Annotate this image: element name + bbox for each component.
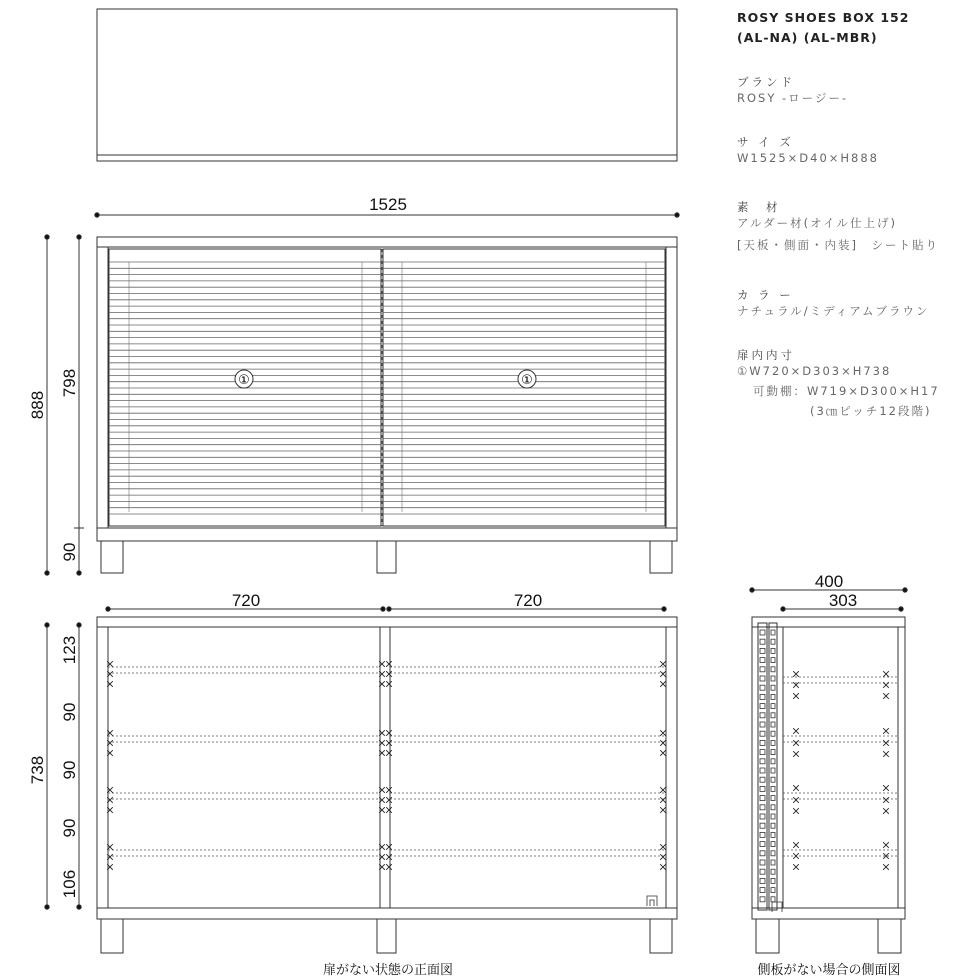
door-marker-right-text: ① — [521, 373, 533, 388]
side-slat — [771, 878, 775, 883]
product-title-line1: ROSY SHOES BOX 152 — [737, 10, 910, 25]
pin-hole — [386, 750, 392, 756]
pin-hole — [660, 681, 666, 687]
pin-hole — [386, 661, 392, 667]
side-pin-hole — [883, 808, 889, 814]
side-slat — [771, 667, 775, 672]
side-pin-hole — [793, 740, 799, 746]
pin-hole — [386, 844, 392, 850]
pin-hole — [660, 854, 666, 860]
side-slat — [760, 786, 765, 791]
pin-hole — [386, 787, 392, 793]
front-view — [45, 213, 679, 575]
inner-size-value-3: (3㎝ピッチ12段階) — [810, 404, 932, 418]
side-slat — [760, 713, 765, 718]
pin-hole — [386, 864, 392, 870]
inner-total-height-label: 738 — [28, 755, 47, 785]
side-view — [750, 588, 907, 953]
side-pin-hole — [793, 751, 799, 757]
inner-front-view — [45, 607, 677, 953]
side-pin-hole — [883, 693, 889, 699]
pin-hole — [660, 864, 666, 870]
side-slat — [771, 842, 775, 847]
inner-width-right-label: 720 — [513, 591, 543, 610]
pin-hole — [660, 844, 666, 850]
inner-gap-3-label: 90 — [60, 818, 79, 838]
inner-gap-2-label: 90 — [60, 760, 79, 780]
front-body-height-label: 798 — [60, 368, 79, 398]
inner-front-caption: 扉がない状態の正面図 — [322, 963, 454, 978]
pin-hole — [660, 661, 666, 667]
inner-size-value-1: ①W720×D303×H738 — [737, 364, 892, 378]
side-slat — [771, 832, 775, 837]
inner-gap-top-label: 123 — [60, 635, 79, 665]
side-slat — [771, 704, 775, 709]
side-pin-hole — [883, 797, 889, 803]
leg-right — [650, 541, 672, 573]
front-leg-height-label: 90 — [60, 542, 79, 562]
side-slat — [771, 869, 775, 874]
side-slat — [760, 648, 765, 653]
side-slat — [771, 694, 775, 699]
pin-hole — [660, 671, 666, 677]
size-label: サ イ ズ — [737, 135, 794, 149]
side-slat — [771, 768, 775, 773]
side-slat — [771, 713, 775, 718]
side-slat — [760, 759, 765, 764]
side-slat — [760, 768, 765, 773]
shelf-pin-holes — [107, 661, 666, 870]
material-value-1: アルダー材(オイル仕上げ) — [737, 216, 897, 230]
side-slat — [760, 851, 765, 856]
side-slat — [760, 630, 765, 635]
side-slat — [771, 814, 775, 819]
side-slat — [771, 851, 775, 856]
leg-left — [101, 541, 123, 573]
side-slat — [760, 869, 765, 874]
side-slat — [760, 888, 765, 893]
side-slat — [771, 888, 775, 893]
pin-hole — [386, 807, 392, 813]
material-value-2: [天板・側面・内装] シート貼り — [737, 238, 939, 252]
door-marker-left-text: ① — [238, 373, 250, 388]
pin-hole — [386, 740, 392, 746]
brand-label: ブランド — [737, 75, 795, 89]
side-pin-hole — [793, 808, 799, 814]
door-louvers — [109, 262, 665, 514]
pin-hole — [660, 787, 666, 793]
inner-gap-1-label: 90 — [60, 702, 79, 722]
side-depth-outer-label: 400 — [814, 572, 844, 591]
side-slat — [771, 639, 775, 644]
side-slat — [771, 658, 775, 663]
brand-value: ROSY -ロージー- — [737, 91, 849, 105]
side-pin-hole — [883, 864, 889, 870]
product-title-line2: (AL-NA) (AL-MBR) — [737, 30, 878, 45]
side-slat — [771, 759, 775, 764]
adjustable-shelves — [108, 667, 666, 856]
pin-hole — [660, 730, 666, 736]
inner-width-left-label: 720 — [231, 591, 261, 610]
side-slat — [771, 786, 775, 791]
top-view — [97, 9, 677, 161]
side-slat — [760, 777, 765, 782]
side-slat — [771, 823, 775, 828]
side-slat — [760, 740, 765, 745]
side-slat — [771, 648, 775, 653]
color-value: ナチュラル/ミディアムブラウン — [737, 304, 930, 318]
side-slat — [760, 694, 765, 699]
side-pin-hole — [793, 728, 799, 734]
side-pin-hole — [883, 740, 889, 746]
side-pin-hole — [883, 728, 889, 734]
side-slat — [760, 860, 765, 865]
side-slat — [760, 676, 765, 681]
side-pin-hole — [793, 853, 799, 859]
side-pin-hole — [793, 842, 799, 848]
spec-panel — [737, 8, 977, 419]
inner-gap-bottom-label: 106 — [60, 869, 79, 899]
side-depth-inner-label: 303 — [828, 591, 858, 610]
side-pin-hole — [793, 797, 799, 803]
side-slat — [760, 750, 765, 755]
side-slat — [771, 722, 775, 727]
side-slat — [771, 731, 775, 736]
side-slat — [760, 658, 765, 663]
side-slat — [760, 842, 765, 847]
side-slat — [760, 722, 765, 727]
side-pin-hole — [793, 785, 799, 791]
side-caption: 側板がない場合の側面図 — [757, 963, 901, 978]
size-value: W1525×D40×H888 — [737, 151, 879, 165]
pin-hole — [660, 740, 666, 746]
pin-hole — [386, 671, 392, 677]
pin-hole — [660, 797, 666, 803]
pin-hole — [386, 730, 392, 736]
inner-size-value-2: 可動棚：W719×D300×H17 — [753, 384, 940, 398]
side-pin-hole — [793, 671, 799, 677]
material-label: 素 材 — [737, 200, 781, 214]
side-slat — [771, 860, 775, 865]
side-slat — [760, 639, 765, 644]
side-pin-hole — [883, 785, 889, 791]
side-slat — [760, 805, 765, 810]
side-slat — [771, 630, 775, 635]
side-slat — [760, 731, 765, 736]
side-slat — [771, 796, 775, 801]
side-slat — [760, 823, 765, 828]
pin-hole — [660, 807, 666, 813]
pin-hole — [386, 854, 392, 860]
side-slat — [771, 897, 775, 902]
side-slat — [760, 832, 765, 837]
side-slat — [760, 796, 765, 801]
side-slat — [771, 777, 775, 782]
side-slat — [771, 750, 775, 755]
side-slat — [760, 667, 765, 672]
front-total-height-label: 888 — [28, 390, 47, 420]
side-slat — [771, 740, 775, 745]
color-label: カ ラ ー — [737, 288, 794, 302]
pin-hole — [386, 681, 392, 687]
pin-hole — [660, 750, 666, 756]
side-pin-hole — [793, 864, 799, 870]
side-slat — [771, 676, 775, 681]
side-pin-hole — [883, 842, 889, 848]
side-pin-hole — [793, 693, 799, 699]
side-pin-hole — [883, 751, 889, 757]
side-slat — [760, 685, 765, 690]
inner-size-label: 扉内内寸 — [737, 348, 795, 362]
side-slat — [771, 685, 775, 690]
pin-hole — [386, 797, 392, 803]
front-width-label: 1525 — [369, 195, 407, 214]
side-slat — [760, 878, 765, 883]
side-slat — [760, 704, 765, 709]
side-slat — [760, 814, 765, 819]
leg-center — [377, 541, 396, 573]
side-pin-hole — [883, 682, 889, 688]
side-slat — [760, 897, 765, 902]
side-slat — [771, 805, 775, 810]
side-pin-hole — [883, 671, 889, 677]
